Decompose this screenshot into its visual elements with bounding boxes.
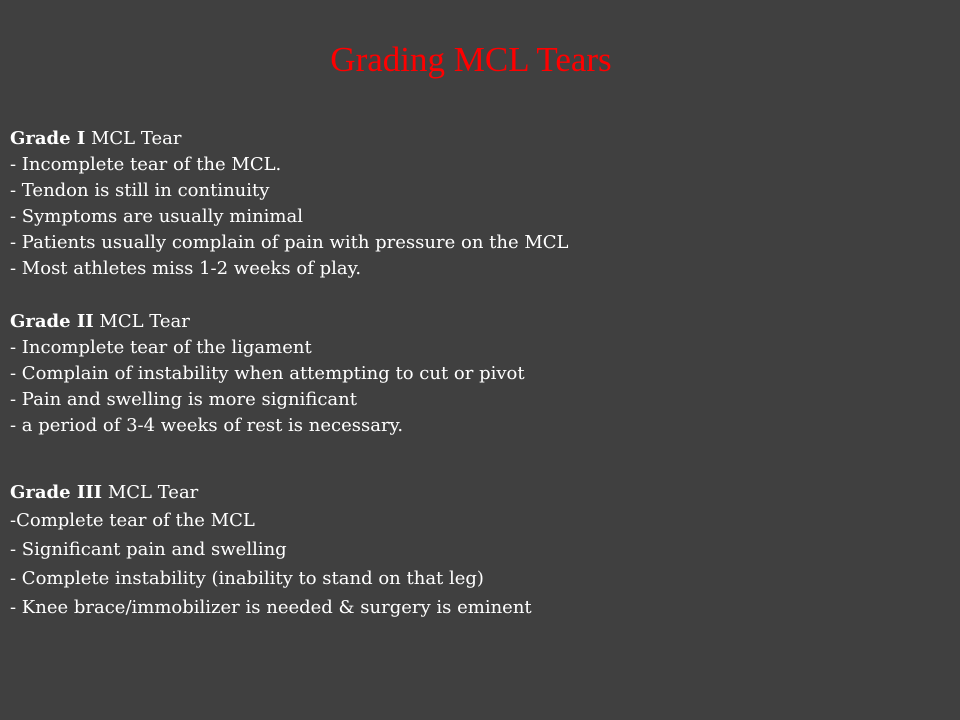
section-grade-2 bbox=[10, 309, 940, 439]
bullet-line: - Patients usually complain of pain with pressure on the MCL bbox=[10, 232, 569, 253]
bullet-line: - Incomplete tear of the ligament bbox=[10, 337, 312, 358]
section-heading bbox=[10, 126, 940, 152]
bullet-line: - Complete instability (inability to stand on that leg) bbox=[10, 568, 484, 589]
heading-suffix: MCL Tear bbox=[85, 128, 182, 149]
grade-label: Grade II bbox=[10, 311, 94, 332]
section-grade-1 bbox=[10, 126, 940, 282]
bullet-line: - a period of 3-4 weeks of rest is necessary. bbox=[10, 415, 404, 436]
heading-suffix: MCL Tear bbox=[102, 482, 199, 503]
bullet-line: - Knee brace/immobilizer is needed & surgery is eminent bbox=[10, 597, 532, 618]
section-grade-3 bbox=[10, 480, 940, 622]
bullet-line: - Tendon is still in continuity bbox=[10, 180, 270, 201]
grade-label: Grade I bbox=[10, 128, 86, 149]
bullet-line: - Most athletes miss 1-2 weeks of play. bbox=[10, 258, 362, 279]
section-heading bbox=[10, 480, 940, 506]
section-heading bbox=[10, 309, 940, 335]
bullet-line: - Complain of instability when attempting to cut or pivot bbox=[10, 363, 525, 384]
slide-title: Grading MCL Tears bbox=[330, 40, 612, 79]
grade-label: Grade III bbox=[10, 482, 103, 503]
bullet-line: - Symptoms are usually minimal bbox=[10, 206, 303, 227]
bullet-line: -Complete tear of the MCL bbox=[10, 510, 255, 531]
bullet-line: - Significant pain and swelling bbox=[10, 539, 287, 560]
bullet-line: - Incomplete tear of the MCL. bbox=[10, 154, 282, 175]
heading-suffix: MCL Tear bbox=[93, 311, 190, 332]
bullet-line: - Pain and swelling is more significant bbox=[10, 389, 357, 410]
